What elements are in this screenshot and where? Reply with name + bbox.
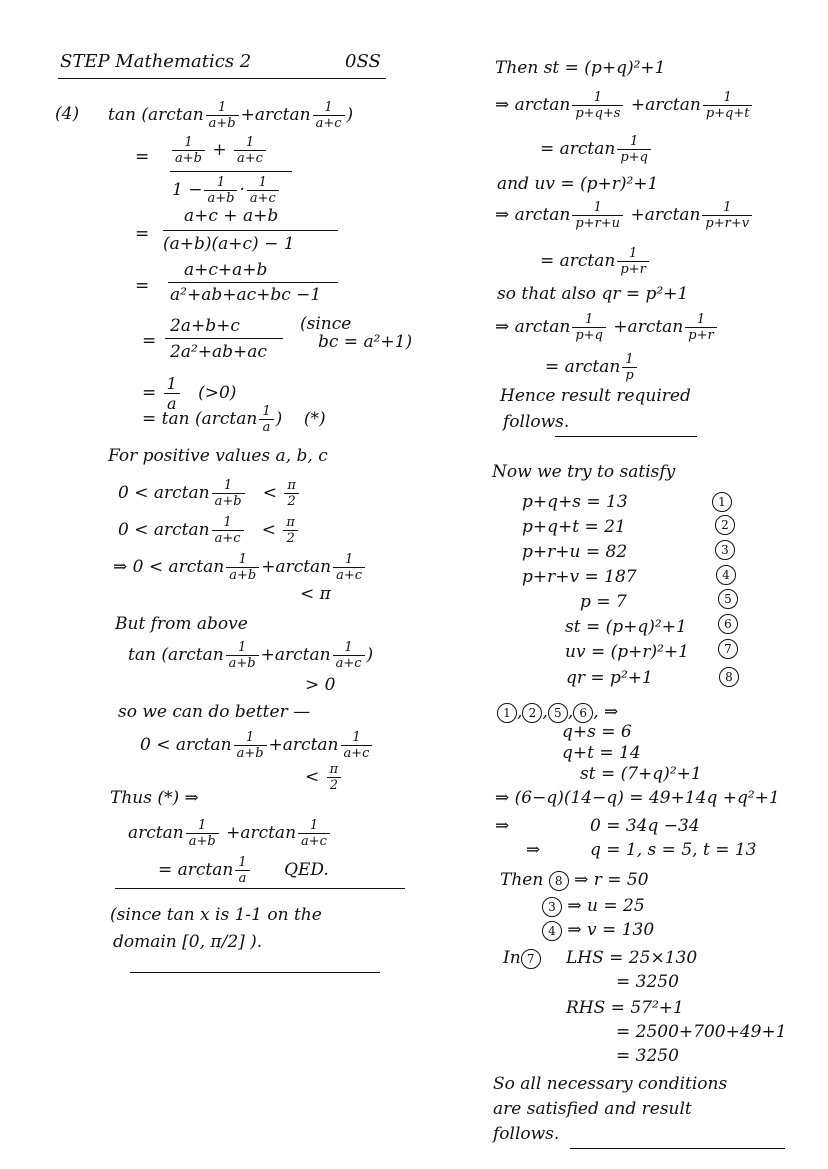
sub-line-6: q = 1, s = 5, t = 13 [590, 840, 757, 860]
left-line-7: = tan (arctan $\frac{1}{a}$ ) (*) [142, 404, 326, 435]
then-u: 3 ⇒ u = 25 [542, 896, 645, 917]
eq-sign: = [135, 276, 150, 296]
end-rule-left [130, 972, 380, 973]
conclusion-2: = arctan $\frac{1}{a}$ QED. [158, 855, 329, 886]
left-line-4-den: a²+ab+ac+bc −1 [170, 285, 322, 305]
question-code: 0SS [345, 51, 381, 72]
eq-number-4: 4 [716, 565, 736, 585]
lhs-line: LHS = 25×130 [566, 948, 698, 968]
equation-3: p+r+u = 82 [522, 542, 628, 562]
right-line-7: so that also qr = p²+1 [497, 284, 689, 304]
lhs-value: = 3250 [616, 972, 679, 992]
eq-sign: = [135, 147, 150, 167]
equation-7: uv = (p+r)²+1 [565, 642, 689, 662]
final-line-2: are satisfied and result [493, 1099, 692, 1119]
equation-5: p = 7 [580, 592, 627, 612]
part-label: (4) [55, 104, 80, 124]
fraction-1-over-a-plus-c: $\frac{1}{a+c}$ [313, 100, 345, 131]
eq-number-7: 7 [718, 639, 738, 659]
left-line-5-den: 2a²+ab+ac [170, 342, 267, 362]
since-note-2: bc = a²+1) [318, 332, 413, 352]
eq-number-2: 2 [715, 515, 735, 535]
eq-number-5: 5 [718, 589, 738, 609]
eq-number-6: 6 [718, 614, 738, 634]
fraction-1-over-a-plus-b: $\frac{1}{a+b}$ [206, 100, 239, 131]
section-rule [115, 888, 405, 889]
sub-line-5: 0 = 34q −34 [590, 816, 700, 836]
sub-line-6-arrow: ⇒ [526, 840, 541, 860]
thus-text: Thus (*) ⇒ [110, 788, 199, 808]
rhs-line: RHS = 57²+1 [566, 998, 684, 1018]
left-line-2-num: $\frac{1}{a+b}$ + $\frac{1}{a+c}$ [170, 135, 268, 166]
ineq-better-bound: < $\frac{\pi}{2}$ [305, 762, 343, 793]
eq-sign: = [135, 224, 150, 244]
then-r: Then 8 ⇒ r = 50 [500, 870, 649, 890]
left-line-4-num: a+c+a+b [184, 260, 268, 280]
eq-sign: = [142, 331, 157, 351]
right-line-4: and uv = (p+r)²+1 [497, 174, 659, 194]
do-better-text: so we can do better — [118, 702, 311, 722]
sub-line-4: ⇒ (6−q)(14−q) = 49+14q +q²+1 [495, 788, 780, 808]
since-note-1: (since [300, 314, 352, 334]
left-line-2-den: 1 − $\frac{1}{a+b}$ · $\frac{1}{a+c}$ [172, 175, 281, 206]
combine-refs: 1 , 2 , 5 , 6 , ⇒ [497, 702, 618, 723]
main-fraction-bar [170, 171, 292, 172]
note-line-2: domain [0, π/2] ). [113, 932, 263, 952]
ineq-better: 0 < arctan $\frac{1}{a+b}$ +arctan $\frac{1}{a+c}$ [140, 730, 374, 761]
equation-8: qr = p²+1 [566, 668, 653, 688]
left-line-1: tan (arctan $\frac{1}{a+b}$ +arctan $\frac{1}{a+c}$ ) [108, 100, 354, 131]
rhs-expand: = 2500+700+49+1 [616, 1022, 787, 1042]
equation-6: st = (p+q)²+1 [565, 617, 687, 637]
sub-line-5-arrow: ⇒ [495, 816, 510, 836]
right-line-8: ⇒ arctan $\frac{1}{p+q}$ +arctan $\frac{1}{p+r}$ [495, 312, 719, 343]
in-7: In 7 [503, 948, 541, 969]
eq-number-1: 1 [712, 492, 732, 512]
left-line-5-num: 2a+b+c [170, 316, 240, 336]
right-line-3: = arctan $\frac{1}{p+q}$ [540, 134, 653, 165]
note-line-1: (since tan x is 1-1 on the [110, 905, 322, 925]
eq-number-3: 3 [715, 540, 735, 560]
end-rule-right [570, 1148, 785, 1149]
fraction-bar [163, 230, 338, 231]
sub-line-1: q+s = 6 [562, 722, 632, 742]
right-line-9: = arctan $\frac{1}{p}$ [545, 352, 639, 383]
right-line-6: = arctan $\frac{1}{p+r}$ [540, 246, 651, 277]
right-line-2: ⇒ arctan $\frac{1}{p+q+s}$ +arctan $\frac{1}{p+q+t}$ [495, 90, 754, 121]
title-underline [58, 78, 386, 79]
positive-values-text: For positive values a, b, c [108, 446, 328, 466]
left-line-6: = $\frac{1}{a}$ (>0) [142, 374, 237, 413]
equation-4: p+r+v = 187 [522, 567, 637, 587]
sub-line-2: q+t = 14 [562, 743, 641, 763]
right-rule-1 [555, 436, 697, 437]
hence-line-2: follows. [503, 412, 570, 432]
eq-number-8: 8 [719, 667, 739, 687]
but-from-above: But from above [115, 614, 248, 634]
equation-2: p+q+t = 21 [522, 517, 626, 537]
now-satisfy: Now we try to satisfy [492, 462, 676, 482]
hence-line-1: Hence result required [500, 386, 691, 406]
ineq-2: 0 < arctan $\frac{1}{a+c}$ < $\frac{\pi}{2}$ [118, 515, 300, 546]
ineq-1: 0 < arctan $\frac{1}{a+b}$ < $\frac{\pi}{2}$ [118, 478, 301, 509]
ineq-3-bound: < π [300, 584, 331, 604]
rhs-value: = 3250 [616, 1046, 679, 1066]
sub-line-3: st = (7+q)²+1 [580, 764, 702, 784]
fraction-bar [165, 338, 283, 339]
left-line-3-den: (a+b)(a+c) − 1 [163, 234, 295, 254]
final-line-3: follows. [493, 1124, 560, 1144]
right-line-5: ⇒ arctan $\frac{1}{p+r+u}$ +arctan $\frac{1}{p+r+v}$ [495, 200, 754, 231]
fraction-bar [168, 282, 338, 283]
final-line-1: So all necessary conditions [493, 1074, 728, 1094]
right-line-1: Then st = (p+q)²+1 [495, 58, 666, 78]
ineq-3: ⇒ 0 < arctan $\frac{1}{a+b}$ +arctan $\frac{1}{a+c}$ [113, 552, 367, 583]
tan-positive: tan (arctan $\frac{1}{a+b}$ +arctan $\frac{1}{a+c}$ ) [128, 640, 374, 671]
then-v: 4 ⇒ v = 130 [542, 920, 654, 941]
left-line-3-num: a+c + a+b [184, 206, 279, 226]
conclusion-1: arctan $\frac{1}{a+b}$ +arctan $\frac{1}{a+c}$ [128, 818, 332, 849]
page-title: STEP Mathematics 2 [60, 51, 252, 72]
equation-1: p+q+s = 13 [522, 492, 628, 512]
gt-zero: > 0 [305, 675, 336, 695]
